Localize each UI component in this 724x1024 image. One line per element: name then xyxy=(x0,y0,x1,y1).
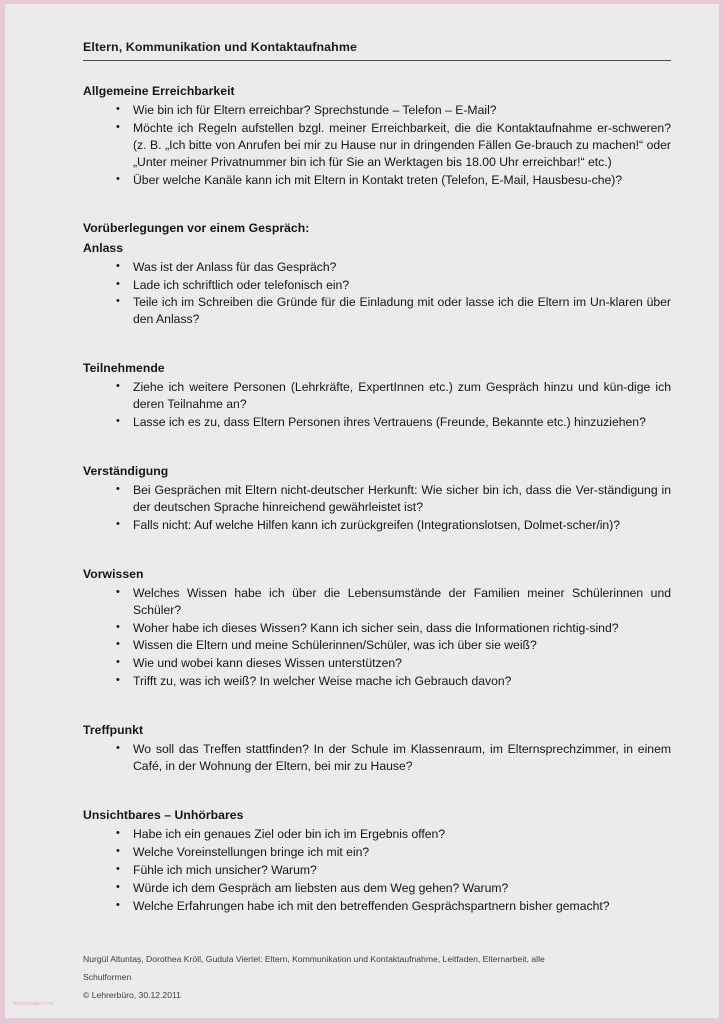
title-divider xyxy=(83,60,671,61)
section xyxy=(83,463,671,534)
section xyxy=(83,722,671,775)
footer-copyright: © Lehrerbüro, 30.12.2011 xyxy=(83,990,181,1001)
section xyxy=(83,566,671,690)
bullet-item: • Wie und wobei kann dieses Wissen unterstützen? xyxy=(83,655,671,672)
bullet-item: • Fühle ich mich unsicher? Warum? xyxy=(83,862,671,879)
bullet-item: • Bei Gesprächen mit Eltern nicht-deutscher Herkunft: Wie sicher bin ich, dass die Ver-ständigung in der deutschen Sprache hinreichend gewährleistet ist? xyxy=(83,482,671,516)
bullet-item: • Wie bin ich für Eltern erreichbar? Sprechstunde – Telefon – E-Mail? xyxy=(83,102,671,119)
bullet-item: • Was ist der Anlass für das Gespräch? xyxy=(83,259,671,276)
section xyxy=(83,807,671,915)
section xyxy=(83,220,671,328)
bullet-item: • Lade ich schriftlich oder telefonisch ein? xyxy=(83,277,671,294)
bullet-item: • Würde ich dem Gespräch am liebsten aus dem Weg gehen? Warum? xyxy=(83,880,671,897)
bullet-item: • Trifft zu, was ich weiß? In welcher Weise mache ich Gebrauch davon? xyxy=(83,673,671,690)
bullet-list xyxy=(83,585,671,690)
bullet-item: • Welche Erfahrungen habe ich mit den betreffenden Gesprächspartnern bisher gemacht? xyxy=(83,898,671,915)
section-heading: Unsichtbares – Unhörbares xyxy=(83,808,244,823)
bullet-item: • Habe ich ein genaues Ziel oder bin ich im Ergebnis offen? xyxy=(83,826,671,843)
bullet-item: • Wo soll das Treffen stattfinden? In der Schule im Klassenraum, im Elternsprechzimmer, in einem Café, in der Wohnung der Eltern, bei mir zu Hause? xyxy=(83,741,671,775)
section-heading: Vorwissen xyxy=(83,566,144,581)
section-heading: Allgemeine Erreichbarkeit xyxy=(83,83,235,98)
sections-container xyxy=(83,83,671,915)
bullet-item: • Lasse ich es zu, dass Eltern Personen ihres Vertrauens (Freunde, Bekannte etc.) hinzuziehen? xyxy=(83,414,671,431)
bullet-item: • Teile ich im Schreiben die Gründe für die Einladung mit oder lasse ich die Eltern im Un-klaren über den Anlass? xyxy=(83,294,671,328)
section xyxy=(83,83,671,189)
bullet-list xyxy=(83,826,671,914)
bullet-item: • Welche Voreinstellungen bringe ich mit ein? xyxy=(83,844,671,861)
bullet-list xyxy=(83,379,671,431)
watermark-text: lernvorlage.com xyxy=(13,1001,54,1007)
section-heading: Teilnehmende xyxy=(83,361,165,376)
section-heading: Verständigung xyxy=(83,463,169,478)
bullet-list xyxy=(83,259,671,329)
bullet-list xyxy=(83,102,671,188)
section-subheading: Anlass xyxy=(83,240,123,255)
bullet-item: • Ziehe ich weitere Personen (Lehrkräfte, ExpertInnen etc.) zum Gespräch hinzu und kün-dige ich deren Teilnahme an? xyxy=(83,379,671,413)
page-surface xyxy=(5,4,719,1018)
bullet-item: • Möchte ich Regeln aufstellen bzgl. meiner Erreichbarkeit, die die Kontaktaufnahme er-schweren? (z. B. „Ich bitte von Anrufen bei mir zu Hause nur in dringenden Fällen Ge-brauch zu machen!“ oder „Unter meiner Privatnummer bin ich für Sie an Werktagen bis 18.00 Uhr erreichbar!“ etc.) xyxy=(83,120,671,171)
page-title: Eltern, Kommunikation und Kontaktaufnahme xyxy=(83,40,357,54)
section-heading: Vorüberlegungen vor einem Gespräch: xyxy=(83,221,310,236)
bullet-item: • Welches Wissen habe ich über die Lebensumstände der Familien meiner Schülerinnen und Schüler? xyxy=(83,585,671,619)
bullet-list xyxy=(83,482,671,534)
bullet-item: • Falls nicht: Auf welche Hilfen kann ich zurückgreifen (Integrationslotsen, Dolmet-scher/in)? xyxy=(83,517,671,534)
bullet-item: • Woher habe ich dieses Wissen? Kann ich sicher sein, dass die Informationen richtig-sind? xyxy=(83,620,671,637)
footer-credit-line-2: Schulformen xyxy=(83,972,132,983)
section-heading: Treffpunkt xyxy=(83,723,144,738)
bullet-item: • Wissen die Eltern und meine Schülerinnen/Schüler, was ich über sie weiß? xyxy=(83,637,671,654)
section xyxy=(83,360,671,431)
bullet-list xyxy=(83,741,671,775)
document-content xyxy=(83,40,671,916)
footer-credits xyxy=(83,950,673,1004)
bullet-item: • Über welche Kanäle kann ich mit Eltern in Kontakt treten (Telefon, E-Mail, Hausbesu-che)? xyxy=(83,172,671,189)
footer-credit-line-1: Nurgül Altuntaş, Dorothea Kröll, Gudula Viertel: Eltern, Kommunikation und Kontaktaufnahme, Leitfaden, Elternarbeit, alle xyxy=(83,954,545,964)
